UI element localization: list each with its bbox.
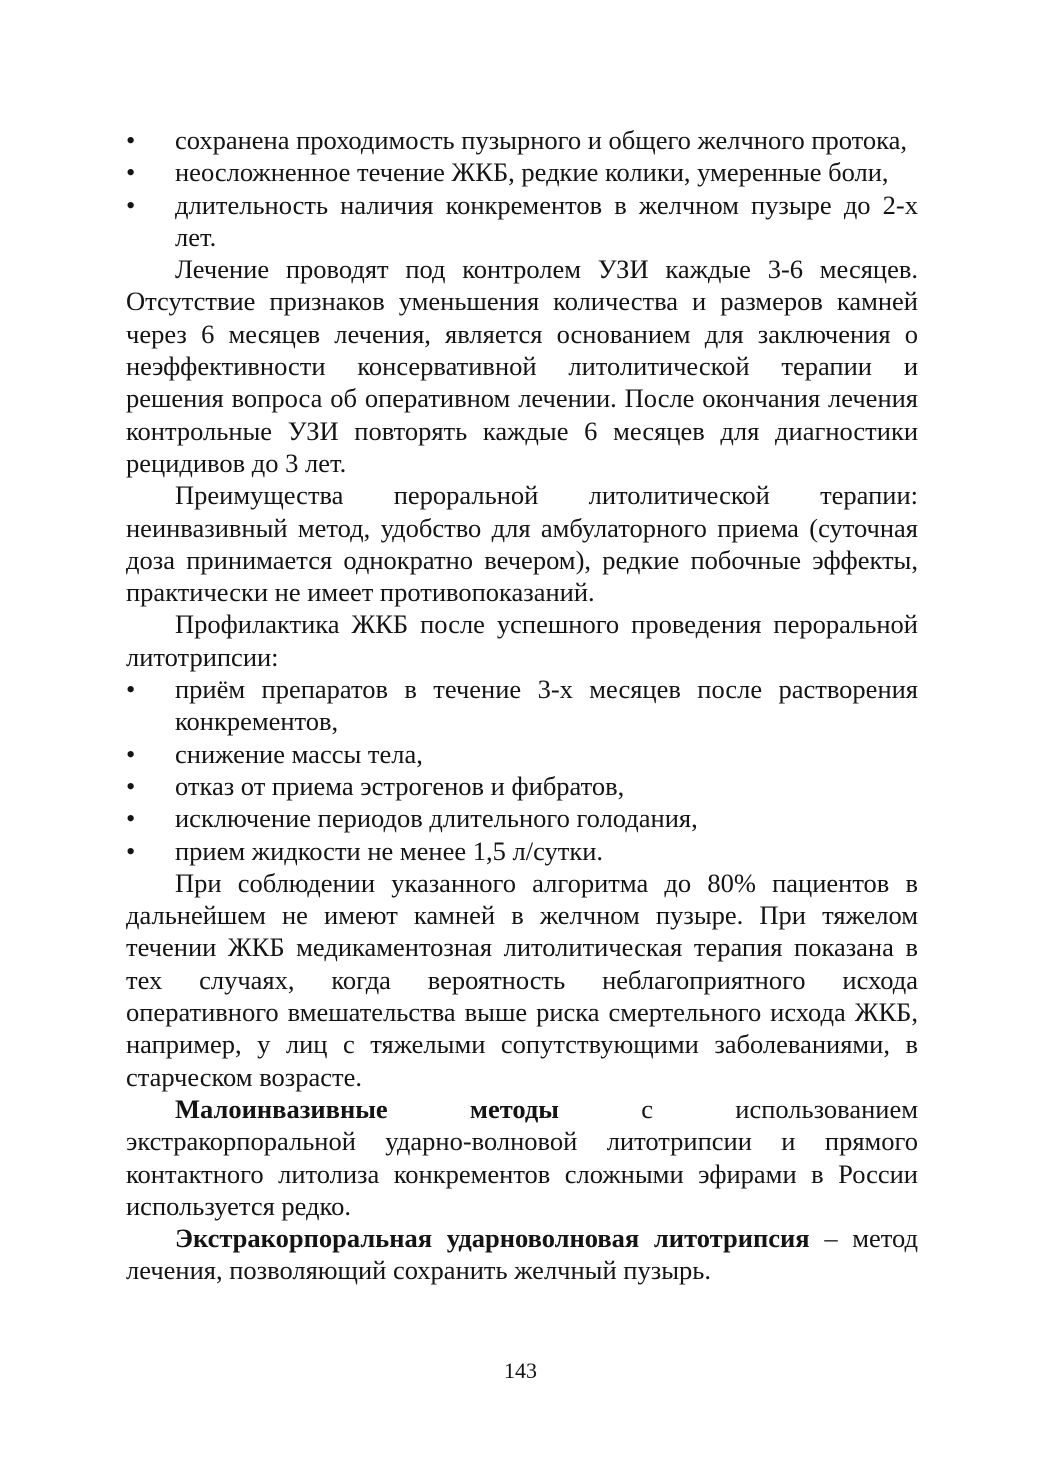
list-item-text: снижение массы тела, [175, 738, 423, 769]
bullet-marker: • [126, 770, 136, 801]
paragraph-algorithm-results: При соблюдении указанного алгоритма до 80% пациентов в дальнейшем не имеют камней в желчном пузыре. При тяжелом течении ЖКБ медикаментозная литолитическая терапия показана в тех случаях, когда вероятность неблагоприятного исхода оперативного вмешательства выше риска смертельного исхода ЖКБ, например, у лиц с тяжелыми сопутствующими заболеваниями, в старческом возрасте. [126, 867, 918, 1092]
list-item-text: длительность наличия конкрементов в желчном пузыре до 2-х лет. [175, 189, 918, 252]
list-item-text: неосложненное течение ЖКБ, редкие колики, умеренные боли, [175, 157, 889, 188]
list-item [126, 189, 918, 254]
paragraph-prophylaxis-intro: Профилактика ЖКБ после успешного проведения пероральной литотрипсии: [126, 609, 918, 672]
list-item [126, 835, 918, 867]
paragraph-minimally-invasive [126, 1093, 918, 1222]
prophylaxis-list [126, 673, 918, 867]
page-number: 143 [504, 1358, 537, 1383]
term-heading: Малоинвазивные методы [175, 1093, 559, 1124]
page-content [126, 124, 918, 1287]
paragraph-text: с использованием экстракорпоральной ударно-волновой литотрипсии и прямого контактного литолиза конкрементов сложными эфирами в России используется редко. [126, 1093, 918, 1221]
paragraph-advantages: Преимущества пероральной литолитической терапии: неинвазивный метод, удобство для амбулаторного приема (суточная доза принимается однократно вечером), редкие побочные эффекты, практически не имеет противопоказаний. [126, 480, 918, 608]
list-item-text: приём препаратов в течение 3-х месяцев после растворения конкрементов, [175, 674, 918, 737]
paragraph-eswl [126, 1222, 918, 1287]
paragraph-text: – метод лечения, позволяющий сохранить желчный пузырь. [126, 1223, 918, 1286]
list-item-text: прием жидкости не менее 1,5 л/сутки. [175, 835, 604, 866]
bullet-marker: • [126, 674, 136, 705]
list-item [126, 156, 918, 188]
criteria-list [126, 124, 918, 253]
term-heading: Экстракорпоральная ударноволновая литотрипсия [175, 1223, 810, 1254]
list-item [126, 673, 918, 738]
list-item-text: отказ от приема эстрогенов и фибратов, [175, 770, 625, 801]
list-item [126, 770, 918, 802]
paragraph-treatment-monitoring: Лечение проводят под контролем УЗИ каждые 3-6 месяцев. Отсутствие признаков уменьшения количества и размеров камней через 6 месяцев лечения, является основанием для заключения о неэффективности консервативной литолитической терапии и решения вопроса об оперативном лечении. После окончания лечения контрольные УЗИ повторять каждые 6 месяцев для диагностики рецидивов до 3 лет. [126, 254, 918, 478]
bullet-marker: • [126, 157, 136, 188]
list-item-text: сохранена проходимость пузырного и общего желчного протока, [175, 125, 907, 155]
list-item-text: исключение периодов длительного голодания, [175, 803, 698, 834]
bullet-marker: • [126, 738, 136, 769]
bullet-marker: • [126, 189, 136, 220]
list-item [126, 738, 918, 770]
list-item [126, 124, 918, 156]
bullet-marker: • [126, 803, 136, 834]
bullet-marker: • [126, 125, 136, 155]
bullet-marker: • [126, 835, 136, 866]
list-item [126, 802, 918, 834]
